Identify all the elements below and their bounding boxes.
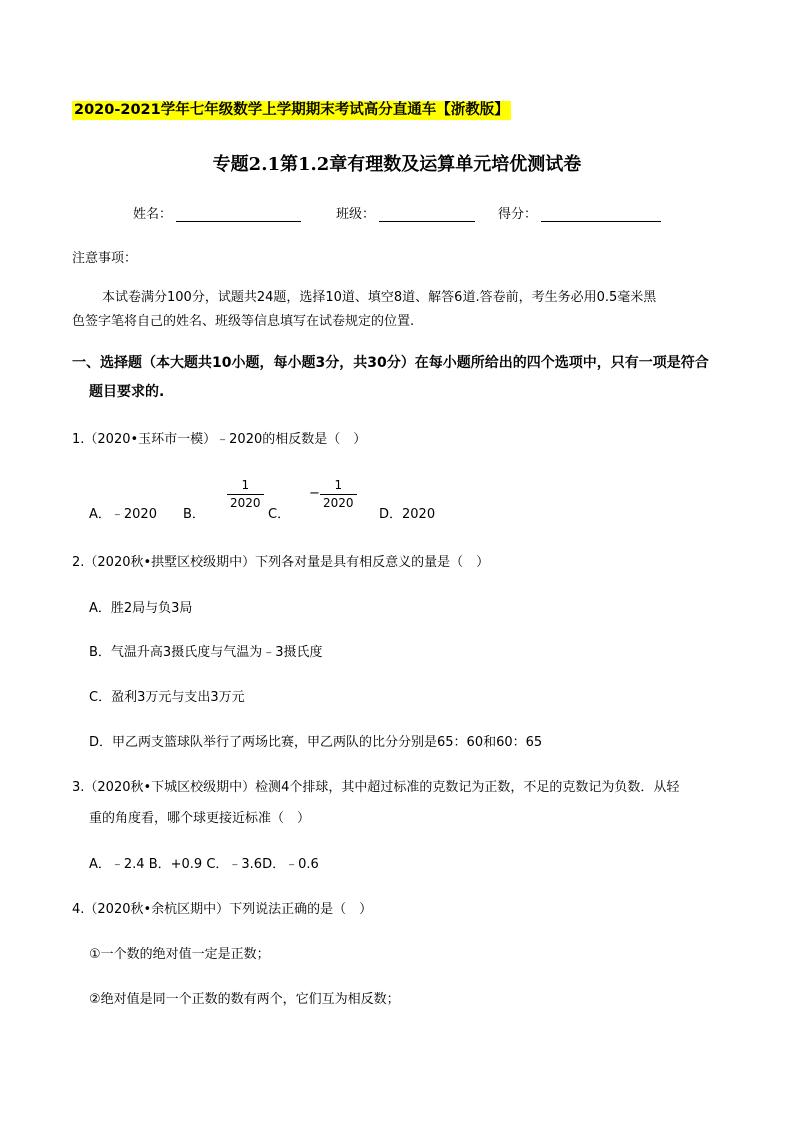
question-2-stem: 2.（2020秋•拱墅区校级期中）下列各对量是具有相反意义的量是（ ） — [72, 555, 490, 570]
question-4-item-2: ②绝对值是同一个正数的数有两个，它们互为相反数； — [89, 992, 400, 1007]
question-1-option-b: B． — [183, 507, 205, 522]
score-blank — [541, 207, 661, 222]
fraction-c-bar — [320, 494, 357, 495]
fraction-c-numerator: 1 — [334, 478, 343, 492]
fraction-c-minus-sign: − — [309, 486, 320, 501]
question-2-option-a: A．胜2局与负3局 — [89, 601, 193, 616]
question-4-stem: 4.（2020秋•余杭区期中）下列说法正确的是（ ） — [72, 902, 373, 917]
question-1-option-a: A．﹣2020 — [89, 507, 157, 522]
class-blank — [379, 207, 475, 222]
page-title: 专题2.1第1.2章有理数及运算单元培优测试卷 — [212, 154, 582, 175]
question-1-option-d: D．2020 — [379, 507, 436, 522]
question-1-stem: 1.（2020•玉环市一模）﹣2020的相反数是（ ） — [72, 432, 367, 447]
notice-heading: 注意事项： — [72, 251, 138, 266]
fraction-c-denominator: 2020 — [323, 496, 354, 510]
question-3-stem-line-2: 重的角度看，哪个球更接近标准（ ） — [89, 811, 311, 826]
class-field — [336, 203, 475, 222]
section-title-line-2: 题目要求的. — [89, 384, 165, 400]
fraction-b-numerator: 1 — [241, 478, 250, 492]
section-title-line-1: 一、选择题（本大题共10小题，每小题3分，共30分）在每小题所给出的四个选项中，只有一项是符合 — [72, 355, 709, 371]
question-1-option-c: C． — [268, 507, 291, 522]
header-band: 2020-2021学年七年级数学上学期期末考试高分直通车【浙教版】 — [74, 102, 509, 118]
name-blank — [176, 207, 301, 222]
class-label: 班级： — [336, 207, 376, 222]
score-label: 得分： — [498, 207, 538, 222]
fraction-b-bar — [227, 494, 264, 495]
question-2-option-c: C．盈利3万元与支出3万元 — [89, 690, 245, 705]
name-label: 姓名： — [133, 207, 173, 222]
score-field — [498, 203, 661, 222]
question-3-options: A．﹣2.4 B．+0.9 C．﹣3.6D．﹣0.6 — [89, 857, 319, 872]
fraction-b-denominator: 2020 — [230, 496, 261, 510]
notice-line-2: 色签字笔将自己的姓名、班级等信息填写在试卷规定的位置. — [72, 314, 415, 329]
name-field — [133, 203, 301, 222]
question-2-option-d: D．甲乙两支篮球队举行了两场比赛，甲乙两队的比分分别是65：60和60：65 — [89, 735, 543, 750]
question-1-fraction-c — [320, 478, 357, 510]
question-2-option-b: B．气温升高3摄氏度与气温为﹣3摄氏度 — [89, 645, 323, 660]
notice-line-1: 本试卷满分100分，试题共24题，选择10道、填空8道、解答6道.答卷前，考生务必用0.5毫米黑 — [102, 290, 657, 305]
question-4-item-1: ①一个数的绝对值一定是正数； — [89, 947, 270, 962]
question-1-fraction-b — [227, 478, 264, 510]
question-3-stem-line-1: 3.（2020秋•下城区校级期中）检测4个排球，其中超过标准的克数记为正数，不足的克数记为负数．从轻 — [72, 780, 680, 795]
